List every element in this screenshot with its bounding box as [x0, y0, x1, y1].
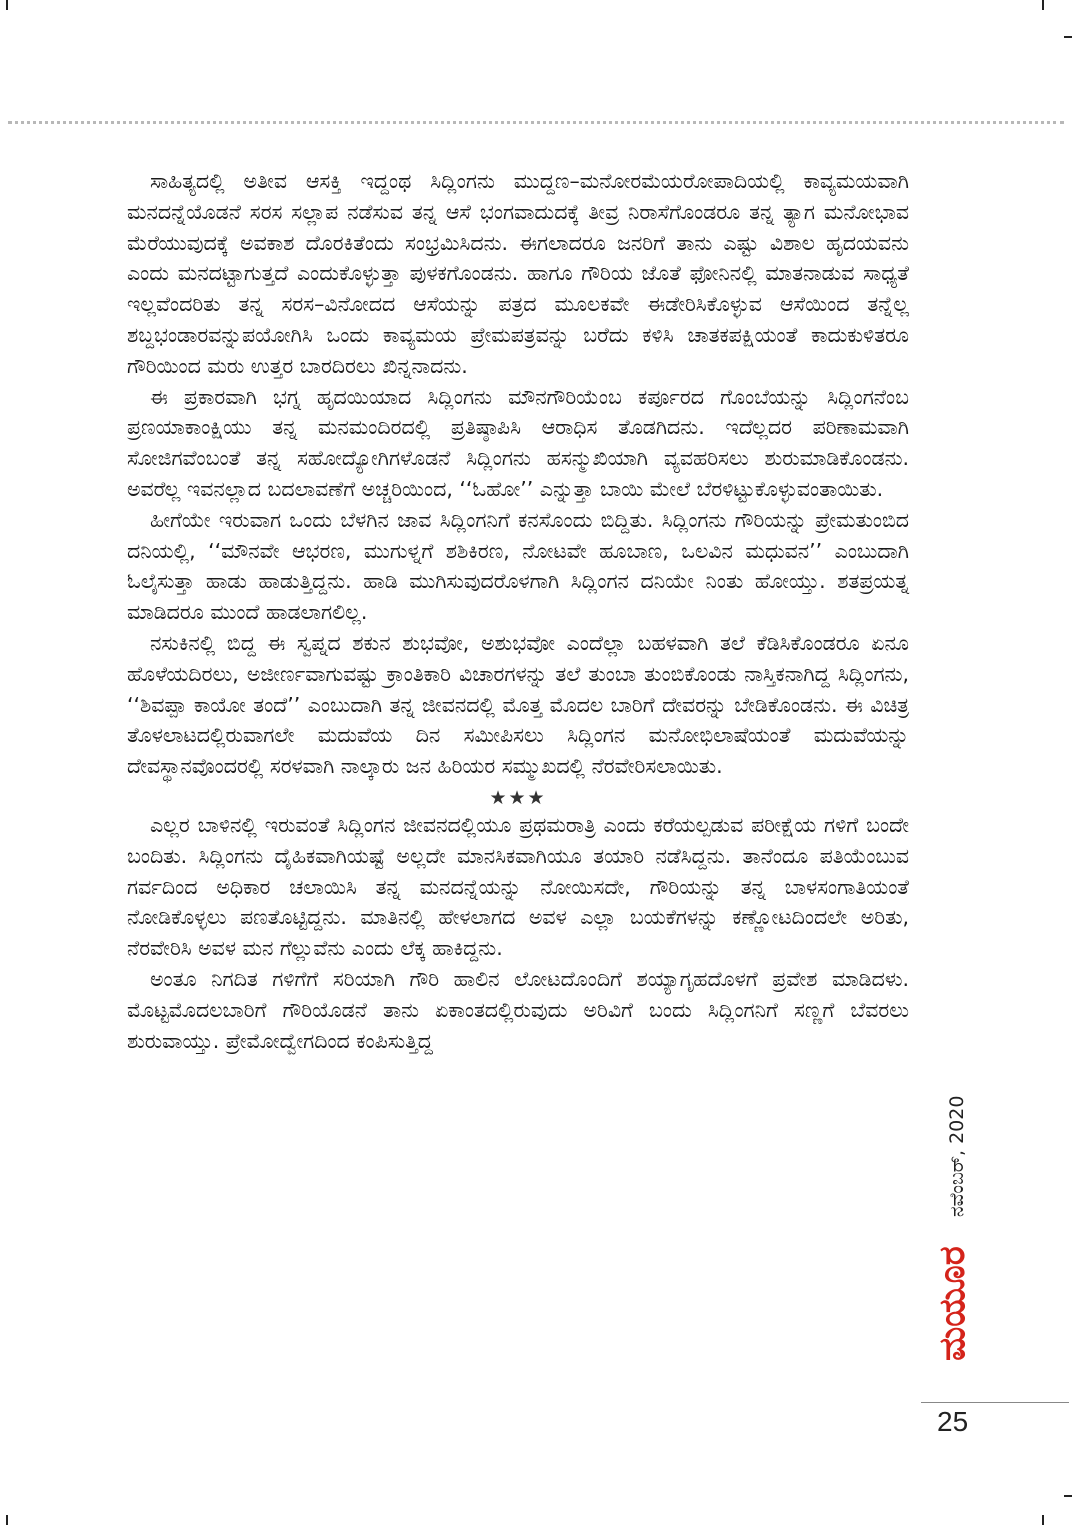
- article-paragraph: ಎಲ್ಲರ ಬಾಳಿನಲ್ಲಿ ಇರುವಂತೆ ಸಿದ್ಲಿಂಗನ ಜೀವನದಲ್ಲಿಯೂ ಪ್ರಥಮರಾತ್ರಿ ಎಂದು ಕರೆಯಲ್ಪಡುವ ಪರೀಕ್ಷೆಯ ಗಳಿಗೆ ಬಂದೇ ಬಂದಿತು. ಸಿದ್ಲಿಂಗನು ದೈಹಿಕವಾಗಿಯಷ್ಟೆ ಅಲ್ಲದೇ ಮಾನಸಿಕವಾಗಿಯೂ ತಯಾರಿ ನಡೆಸಿದ್ದನು. ತಾನೆಂದೂ ಪತಿಯೆಂಬುವ ಗರ್ವದಿಂದ ಅಧಿಕಾರ ಚಲಾಯಿಸಿ ತನ್ನ ಮನದನ್ನೆಯನ್ನು ನೋಯಿಸದೇ, ಗೌರಿಯನ್ನು ತನ್ನ ಬಾಳಸಂಗಾತಿಯಂತೆ ನೋಡಿಕೊಳ್ಳಲು ಪಣತೊಟ್ಟಿದ್ದನು. ಮಾತಿನಲ್ಲಿ ಹೇಳಲಾಗದ ಅವಳ ಎಲ್ಲಾ ಬಯಕೆಗಳನ್ನು ಕಣ್ಣೋಟದಿಂದಲೇ ಅರಿತು, ನೆರವೇರಿಸಿ ಅವಳ ಮನ ಗೆಲ್ಲುವೆನು ಎಂದು ಲೆಕ್ಕ ಹಾಕಿದ್ದನು.: [127, 812, 909, 961]
- article-paragraph: ಸಾಹಿತ್ಯದಲ್ಲಿ ಅತೀವ ಆಸಕ್ತಿ ಇದ್ದಂಥ ಸಿದ್ಲಿಂಗನು ಮುದ್ದಣ–ಮನೋರಮೆಯರೋಪಾದಿಯಲ್ಲಿ ಕಾವ್ಯಮಯವಾಗಿ ಮನದನ್ನೆಯೊಡನೆ ಸರಸ ಸಲ್ಲಾಪ ನಡೆಸುವ ತನ್ನ ಆಸೆ ಭಂಗವಾದುದಕ್ಕೆ ತೀವ್ರ ನಿರಾಸೆಗೊಂಡರೂ ತನ್ನ ತ್ಯಾಗ ಮನೋಭಾವ ಮೆರೆಯುವುದಕ್ಕೆ ಅವಕಾಶ ದೊರಕಿತೆಂದು ಸಂಭ್ರಮಿಸಿದನು. ಈಗಲಾದರೂ ಜನರಿಗೆ ತಾನು ಎಷ್ಟು ವಿಶಾಲ ಹೃದಯವನು ಎಂದು ಮನದಟ್ಟಾಗುತ್ತದೆ ಎಂದುಕೊಳ್ಳುತ್ತಾ ಪುಳಕಗೊಂಡನು. ಹಾಗೂ ಗೌರಿಯ ಜೊತೆ ಫೋನಿನಲ್ಲಿ ಮಾತನಾಡುವ ಸಾಧ್ಯತೆ ಇಲ್ಲವೆಂದರಿತು ತನ್ನ ಸರಸ–ವಿನೋದದ ಆಸೆಯನ್ನು ಪತ್ರದ ಮೂಲಕವೇ ಈಡೇರಿಸಿಕೊಳ್ಳುವ ಆಸೆಯಿಂದ ತನ್ನೆಲ್ಲ ಶಬ್ದಭಂಡಾರವನ್ನುಪಯೋಗಿಸಿ ಒಂದು ಕಾವ್ಯಮಯ ಪ್ರೇಮಪತ್ರವನ್ನು ಬರೆದು ಕಳಿಸಿ ಚಾತಕಪಕ್ಷಿಯಂತೆ ಕಾದುಕುಳಿತರೂ ಗೌರಿಯಿಂದ ಮರು ಉತ್ತರ ಬಾರದಿರಲು ಖಿನ್ನನಾದನು.: [127, 169, 909, 378]
- crop-mark-bottom-right: [1042, 1515, 1044, 1525]
- crop-mark-bottom-left: [6, 1515, 8, 1525]
- crop-mark-top-left: [6, 0, 8, 10]
- header-dotted-rule: [8, 121, 1064, 124]
- article-paragraph: ಹೀಗೆಯೇ ಇರುವಾಗ ಒಂದು ಬೆಳಗಿನ ಜಾವ ಸಿದ್ಲಿಂಗನಿಗೆ ಕನಸೊಂದು ಬಿದ್ದಿತು. ಸಿದ್ಲಿಂಗನು ಗೌರಿಯನ್ನು ಪ್ರೇಮತುಂಬಿದ ದನಿಯಲ್ಲಿ, ‘‘ಮೌನವೇ ಆಭರಣ, ಮುಗುಳ್ನಗೆ ಶಶಿಕಿರಣ, ನೋಟವೇ ಹೂಬಾಣ, ಒಲವಿನ ಮಧುವನ’’ ಎಂಬುದಾಗಿ ಓಲೈಸುತ್ತಾ ಹಾಡು ಹಾಡುತ್ತಿದ್ದನು. ಹಾಡಿ ಮುಗಿಸುವುದರೊಳಗಾಗಿ ಸಿದ್ಲಿಂಗನ ದನಿಯೇ ನಿಂತು ಹೋಯ್ತು. ಶತಪ್ರಯತ್ನ ಮಾಡಿದರೂ ಮುಂದೆ ಹಾಡಲಾಗಲಿಲ್ಲ.: [127, 507, 909, 625]
- crop-mark-right-upper: [1064, 36, 1072, 38]
- article-body: [127, 166, 909, 1056]
- article-paragraph: ಅಂತೂ ನಿಗದಿತ ಗಳಿಗೆಗೆ ಸರಿಯಾಗಿ ಗೌರಿ ಹಾಲಿನ ಲೋಟದೊಂದಿಗೆ ಶಯ್ಯಾಗೃಹದೊಳಗೆ ಪ್ರವೇಶ ಮಾಡಿದಳು. ಮೊಟ್ಟಮೊದಲಬಾರಿಗೆ ಗೌರಿಯೊಡನೆ ತಾನು ಏಕಾಂತದಲ್ಲಿರುವುದು ಅರಿವಿಗೆ ಬಂದು ಸಿದ್ಲಿಂಗನಿಗೆ ಸಣ್ಣಗೆ ಬೆವರಲು ಶುರುವಾಯ್ತು. ಪ್ರೇಮೋದ್ವೇಗದಿಂದ ಕಂಪಿಸುತ್ತಿದ್ದ: [127, 966, 909, 1053]
- magazine-logo: ಮಯೂರ: [932, 1246, 973, 1362]
- crop-mark-right-lower: [1064, 1495, 1072, 1497]
- section-separator: ★★★: [489, 786, 547, 809]
- article-paragraph: ಈ ಪ್ರಕಾರವಾಗಿ ಭಗ್ನ ಹೃದಯಿಯಾದ ಸಿದ್ಲಿಂಗನು ಮೌನಗೌರಿಯೆಂಬ ಕರ್ಪೂರದ ಗೊಂಬೆಯನ್ನು ಸಿದ್ಲಿಂಗನೆಂಬ ಪ್ರಣಯಾಕಾಂಕ್ಷಿಯು ತನ್ನ ಮನಮಂದಿರದಲ್ಲಿ ಪ್ರತಿಷ್ಠಾಪಿಸಿ ಆರಾಧಿಸ ತೊಡಗಿದನು. ಇದೆಲ್ಲದರ ಪರಿಣಾಮವಾಗಿ ಸೋಜಿಗವೆಂಬಂತೆ ತನ್ನ ಸಹೋದ್ಯೋಗಿಗಳೊಡನೆ ಸಿದ್ಲಿಂಗನು ಹಸನ್ಮುಖಿಯಾಗಿ ವ್ಯವಹರಿಸಲು ಶುರುಮಾಡಿಕೊಂಡನು. ಅವರೆಲ್ಲ ಇವನಲ್ಲಾದ ಬದಲಾವಣೆಗೆ ಅಚ್ಚರಿಯಿಂದ, ‘‘ಓಹೋ’’ ಎನ್ನುತ್ತಾ ಬಾಯಿ ಮೇಲೆ ಬೆರಳಿಟ್ಟುಕೊಳ್ಳುವಂತಾಯಿತು.: [127, 384, 909, 501]
- article-paragraph: ನಸುಕಿನಲ್ಲಿ ಬಿದ್ದ ಈ ಸ್ವಪ್ನದ ಶಕುನ ಶುಭವೋ, ಅಶುಭವೋ ಎಂದೆಲ್ಲಾ ಬಹಳವಾಗಿ ತಲೆ ಕೆಡಿಸಿಕೊಂಡರೂ ಏನೂ ಹೊಳೆಯದಿರಲು, ಅಜೀರ್ಣವಾಗುವಷ್ಟು ಕ್ರಾಂತಿಕಾರಿ ವಿಚಾರಗಳನ್ನು ತಲೆ ತುಂಬಾ ತುಂಬಿಕೊಂಡು ನಾಸ್ತಿಕನಾಗಿದ್ದ ಸಿದ್ಲಿಂಗನು, ‘‘ಶಿವಪ್ಪಾ ಕಾಯೋ ತಂದೆ’’ ಎಂಬುದಾಗಿ ತನ್ನ ಜೀವನದಲ್ಲಿ ಮೊತ್ತ ಮೊದಲ ಬಾರಿಗೆ ದೇವರನ್ನು ಬೇಡಿಕೊಂಡನು. ಈ ವಿಚಿತ್ರ ತೊಳಲಾಟದಲ್ಲಿರುವಾಗಲೇ ಮದುವೆಯ ದಿನ ಸಮೀಪಿಸಲು ಸಿದ್ಲಿಂಗನ ಮನೋಭಿಲಾಷೆಯಂತೆ ಮದುವೆಯನ್ನು ದೇವಸ್ಥಾನವೊಂದರಲ್ಲಿ ಸರಳವಾಗಿ ನಾಲ್ಕಾರು ಜನ ಹಿರಿಯರ ಸಮ್ಮುಖದಲ್ಲಿ ನೆರವೇರಿಸಲಾಯಿತು.: [127, 630, 909, 779]
- page-number-rule: [921, 1402, 1069, 1403]
- issue-date: ನವೆಂಬರ್, 2020: [946, 1096, 968, 1218]
- page-number: 25: [937, 1406, 969, 1437]
- crop-mark-top-right: [1042, 0, 1044, 10]
